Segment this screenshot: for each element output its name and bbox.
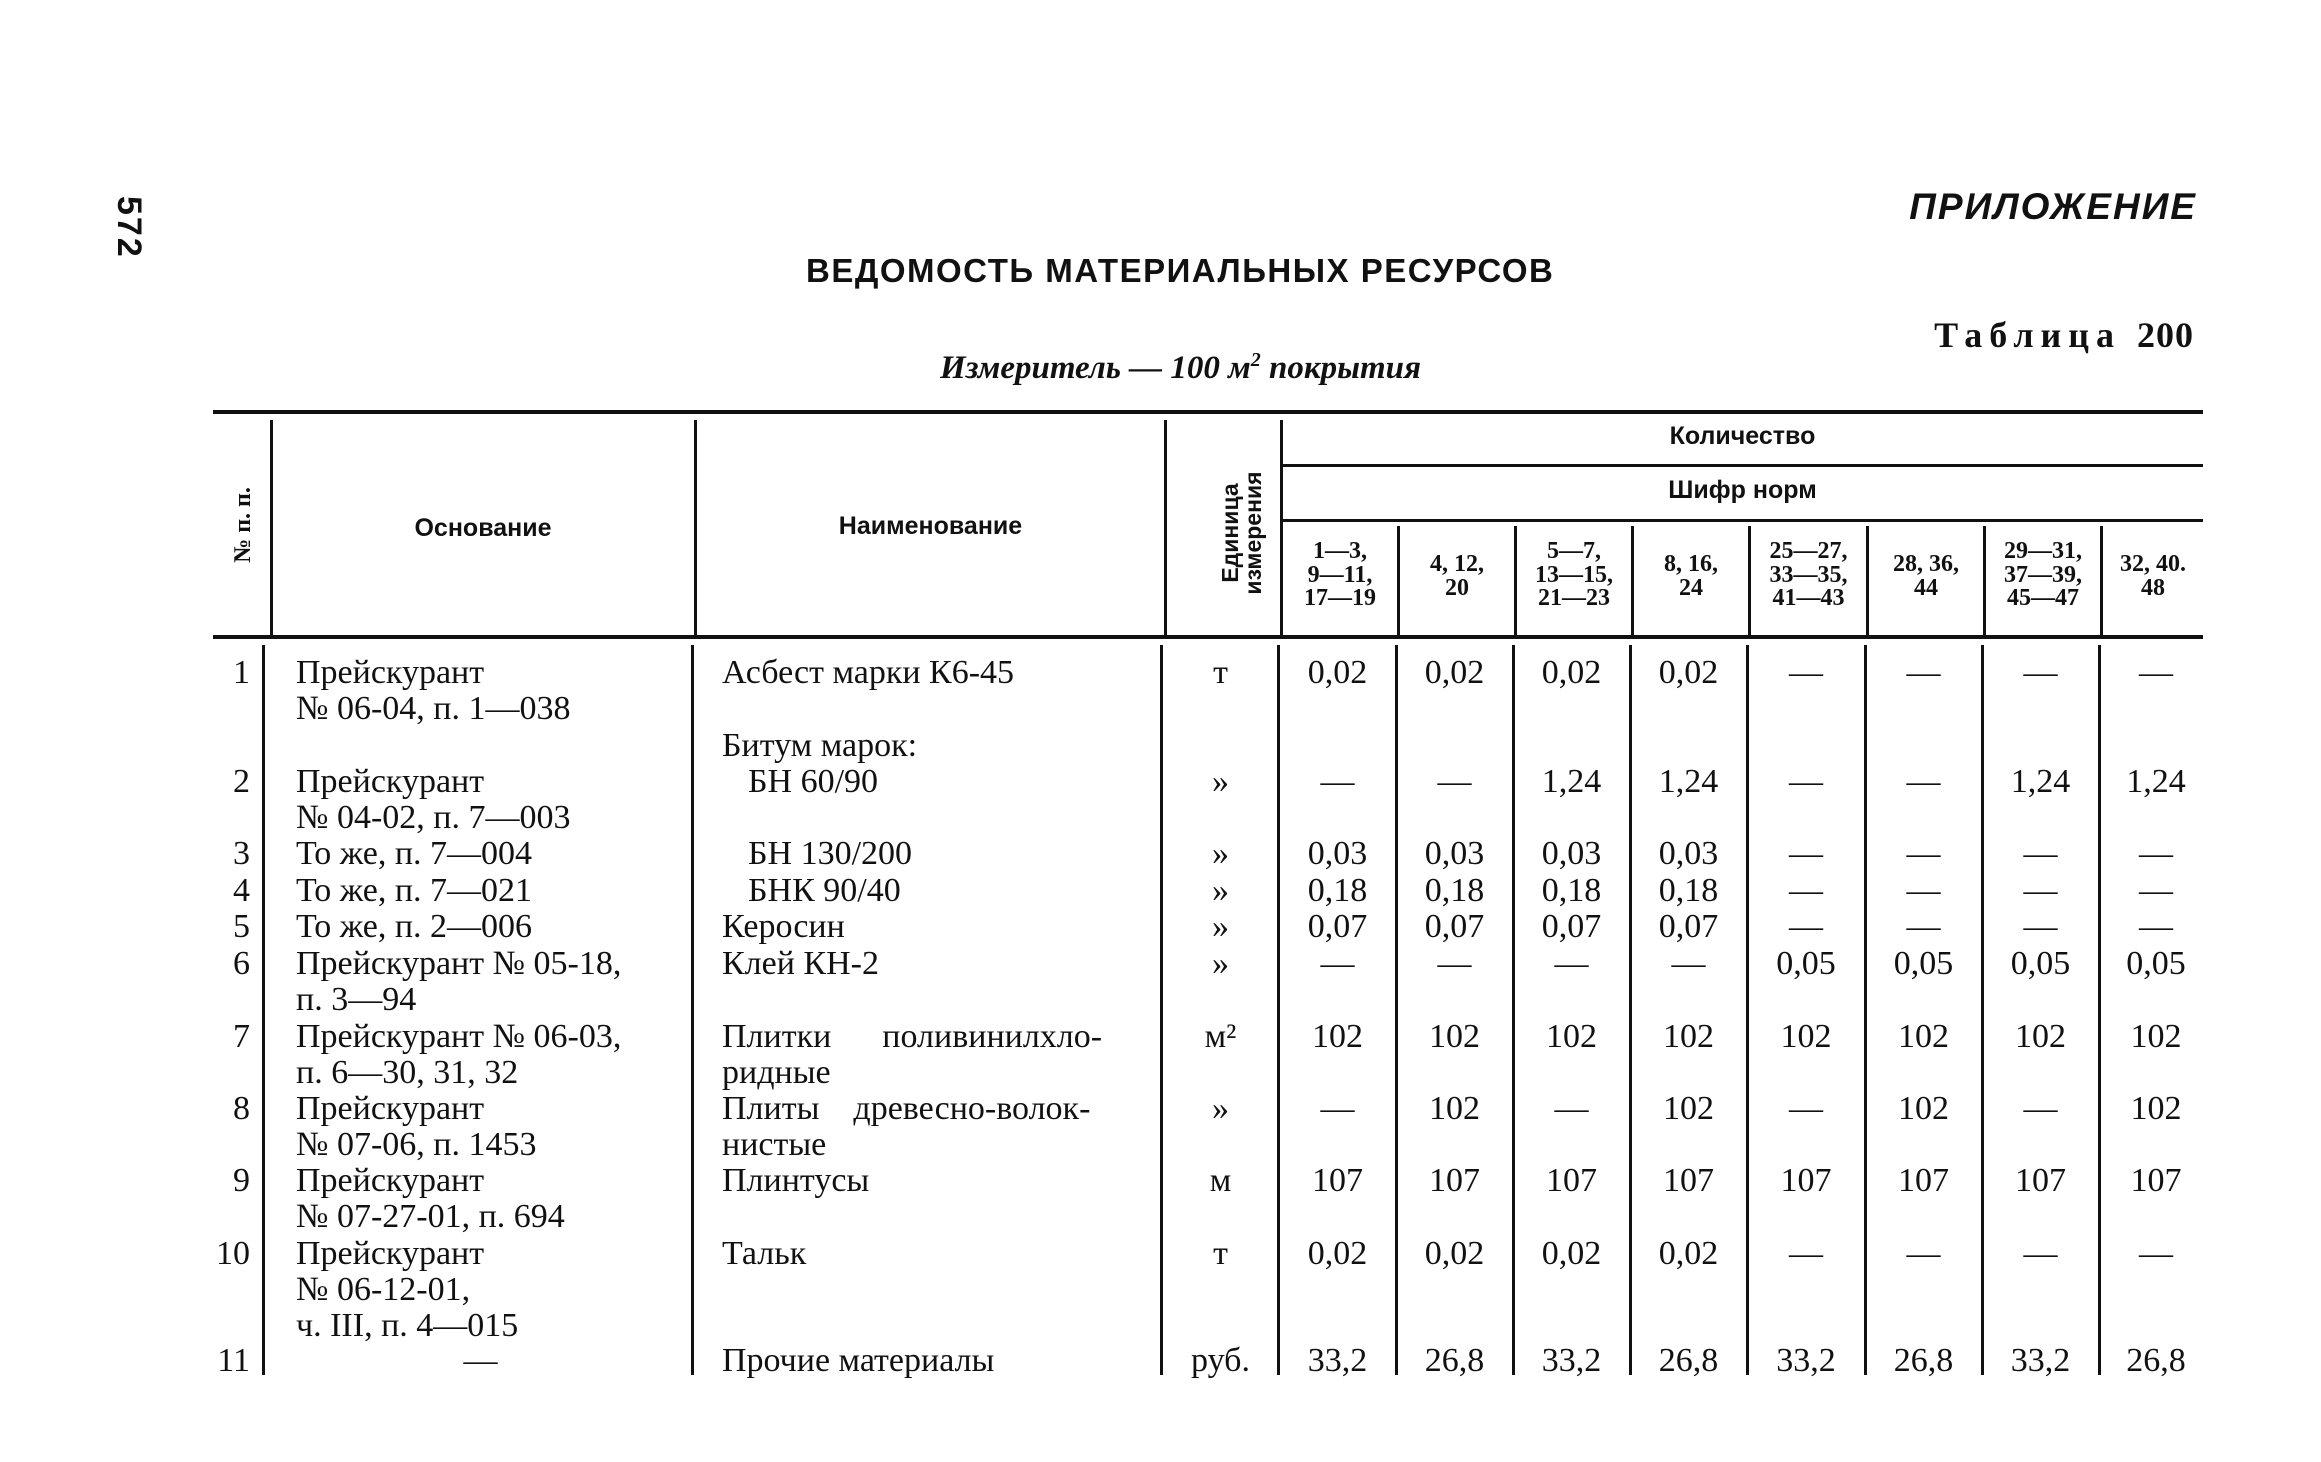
value-cell: — xyxy=(1906,872,1941,909)
header-codes: Шифр норм xyxy=(1668,476,1817,504)
name-line: Клей КН-2 xyxy=(722,945,879,982)
value-cell: — xyxy=(1789,872,1823,909)
value-cell: 33,2 xyxy=(1776,1342,1836,1379)
value-cell: — xyxy=(1320,763,1355,800)
value-cell: — xyxy=(1906,1235,1941,1272)
unit-cell: » xyxy=(1212,763,1229,800)
header-no: № п. п. xyxy=(230,487,256,563)
value-cell: — xyxy=(2139,654,2173,691)
body-divider-basis xyxy=(691,645,694,1375)
code-col-2 xyxy=(1400,553,1514,600)
value-cell: 107 xyxy=(1898,1162,1949,1199)
value-cell: — xyxy=(1789,908,1823,945)
code-col-2-l1: 4, 12, xyxy=(1430,551,1484,577)
code-col-5-l1: 25—27, xyxy=(1769,538,1848,564)
value-cell: 0,18 xyxy=(1424,872,1485,909)
value-cell: — xyxy=(2139,908,2173,945)
basis-line: То же, п. 7—004 xyxy=(296,835,533,872)
measure-caption xyxy=(940,349,1421,387)
value-cell: 26,8 xyxy=(1658,1342,1719,1379)
value-cell: 0,03 xyxy=(1424,835,1485,872)
value-cell: 0,02 xyxy=(1541,654,1602,691)
unit-cell: руб. xyxy=(1191,1342,1250,1379)
value-cell: 0,02 xyxy=(1307,654,1368,691)
name-line: нистые xyxy=(722,1126,827,1163)
basis-line: Прейскурант xyxy=(296,763,485,800)
value-cell: 0,02 xyxy=(1658,1235,1719,1272)
value-cell: — xyxy=(2139,872,2173,909)
basis-line: Прейскурант xyxy=(296,1235,485,1272)
value-cell: 102 xyxy=(2130,1090,2182,1127)
value-cell: 0,07 xyxy=(1307,908,1368,945)
value-cell: — xyxy=(1789,1090,1823,1127)
unit-cell: т xyxy=(1213,654,1228,691)
header-bottom-rule xyxy=(213,635,2203,639)
code-col-8-l2: 48 xyxy=(2141,574,2165,601)
value-cell: — xyxy=(2023,872,2058,909)
basis-line: № 07-27-01, п. 694 xyxy=(296,1198,565,1235)
row-number: 1 xyxy=(233,654,250,691)
value-cell: 0,02 xyxy=(1541,1235,1602,1272)
header-unit-line2: измерения xyxy=(1240,471,1266,595)
basis-line: Прейскурант № 05-18, xyxy=(296,945,622,982)
unit-cell: » xyxy=(1212,908,1229,945)
value-cell: 107 xyxy=(1663,1162,1714,1199)
quantity-rule xyxy=(1282,464,2203,467)
name-line: БНК 90/40 xyxy=(748,872,901,909)
code-col-3 xyxy=(1517,540,1631,611)
row-number: 3 xyxy=(233,835,250,872)
value-cell: — xyxy=(1554,1090,1589,1127)
value-cell: 0,18 xyxy=(1541,872,1602,909)
value-cell: — xyxy=(2023,908,2058,945)
measure-text: Измеритель — 100 м xyxy=(940,350,1251,386)
value-cell: 107 xyxy=(1546,1162,1597,1199)
code-col-4-l2: 24 xyxy=(1679,574,1703,601)
codes-rule xyxy=(1282,519,2203,522)
value-cell: — xyxy=(2139,835,2173,872)
name-line: Плиты древесно-волок- xyxy=(722,1090,1091,1127)
code-col-1 xyxy=(1283,540,1397,611)
code-col-4-l1: 8, 16, xyxy=(1664,551,1718,577)
col-divider-name xyxy=(1164,420,1167,635)
measure-superscript: 2 xyxy=(1250,349,1261,371)
value-cell: — xyxy=(1789,763,1823,800)
unit-cell: м² xyxy=(1204,1018,1237,1055)
row-number: 4 xyxy=(233,872,250,909)
unit-cell: м xyxy=(1209,1162,1232,1199)
value-cell: 1,24 xyxy=(2126,763,2186,800)
basis-line: То же, п. 7—021 xyxy=(296,872,533,909)
value-cell: — xyxy=(1906,835,1941,872)
value-cell: — xyxy=(1789,1235,1823,1272)
basis-line: № 07-06, п. 1453 xyxy=(296,1126,537,1163)
value-cell: 1,24 xyxy=(1541,763,1602,800)
unit-cell: » xyxy=(1212,835,1229,872)
name-line: БН 60/90 xyxy=(748,763,879,800)
code-col-6-l2: 44 xyxy=(1914,574,1938,601)
value-cell: 102 xyxy=(1780,1018,1832,1055)
code-col-5-l3: 41—43 xyxy=(1772,585,1845,612)
value-cell: 102 xyxy=(1663,1018,1714,1055)
code-col-8-l1: 32, 40. xyxy=(2120,551,2186,577)
row-number: 6 xyxy=(233,945,250,982)
basis-line: п. 3—94 xyxy=(296,981,417,1018)
appendix-heading: ПРИЛОЖЕНИЕ xyxy=(1909,186,2197,227)
value-cell: 107 xyxy=(2015,1162,2066,1199)
code-col-8 xyxy=(2103,553,2203,600)
value-cell: 0,07 xyxy=(1424,908,1485,945)
value-cell: 33,2 xyxy=(1541,1342,1602,1379)
row-number: 2 xyxy=(233,763,250,800)
value-cell: — xyxy=(2023,835,2058,872)
value-cell: 0,18 xyxy=(1658,872,1719,909)
basis-line: № 04-02, п. 7—003 xyxy=(296,799,571,836)
row-number: 8 xyxy=(233,1090,250,1127)
basis-line: Прейскурант xyxy=(296,654,485,691)
row-number: 7 xyxy=(233,1018,250,1055)
value-cell: — xyxy=(1789,835,1823,872)
value-cell: 26,8 xyxy=(2126,1342,2186,1379)
code-col-6-l1: 28, 36, xyxy=(1893,551,1959,577)
basis-line: № 06-04, п. 1—038 xyxy=(296,690,571,727)
value-cell: — xyxy=(2023,654,2058,691)
header-basis: Основание xyxy=(414,514,552,542)
value-cell: 107 xyxy=(1312,1162,1363,1199)
value-cell: — xyxy=(1554,945,1589,982)
value-cell: 1,24 xyxy=(2010,763,2071,800)
table-top-rule xyxy=(213,410,2203,414)
value-cell: — xyxy=(2139,1235,2173,1272)
value-cell: 33,2 xyxy=(2010,1342,2071,1379)
value-cell: 0,05 xyxy=(2010,945,2071,982)
value-cell: 102 xyxy=(2015,1018,2066,1055)
value-cell: — xyxy=(1320,945,1355,982)
code-col-3-l3: 21—23 xyxy=(1538,585,1610,612)
value-cell: 26,8 xyxy=(1893,1342,1954,1379)
value-cell: 102 xyxy=(1546,1018,1597,1055)
body-divider-no xyxy=(262,645,265,1375)
table-number: 200 xyxy=(2137,315,2194,355)
basis-line: — xyxy=(463,1342,498,1379)
value-cell: — xyxy=(2023,1090,2058,1127)
value-cell: 0,05 xyxy=(1893,945,1954,982)
basis-line: Прейскурант № 06-03, xyxy=(296,1018,622,1055)
code-col-7-l2: 37—39, xyxy=(2004,561,2082,588)
unit-cell: » xyxy=(1212,872,1229,909)
value-cell: — xyxy=(1789,654,1823,691)
basis-line: То же, п. 2—006 xyxy=(296,908,533,945)
value-cell: 1,24 xyxy=(1658,763,1719,800)
name-line: Плинтусы xyxy=(722,1162,870,1199)
name-line: Плитки поливинилхло- xyxy=(722,1018,1103,1055)
value-cell: 0,03 xyxy=(1307,835,1368,872)
value-cell: — xyxy=(1906,654,1941,691)
value-cell: — xyxy=(1906,763,1941,800)
header-unit xyxy=(1219,448,1265,618)
value-cell: 26,8 xyxy=(1424,1342,1485,1379)
name-line: Прочие материалы xyxy=(722,1342,995,1379)
code-col-5-l2: 33—35, xyxy=(1769,561,1848,588)
name-line: Асбест марки К6-45 xyxy=(722,654,1015,691)
name-line: Битум марок: xyxy=(722,727,918,764)
value-cell: 33,2 xyxy=(1307,1342,1368,1379)
code-col-1-l3: 17—19 xyxy=(1304,585,1376,612)
value-cell: 0,02 xyxy=(1307,1235,1368,1272)
value-cell: 0,02 xyxy=(1424,1235,1485,1272)
value-cell: 0,02 xyxy=(1424,654,1485,691)
row-number: 11 xyxy=(217,1342,250,1379)
code-col-1-l1: 1—3, xyxy=(1313,538,1367,564)
measure-tail: покрытия xyxy=(1260,350,1422,386)
value-cell: 102 xyxy=(1898,1018,1949,1055)
value-cell: — xyxy=(1906,908,1941,945)
header-unit-line1: Единица xyxy=(1217,483,1243,583)
basis-line: Прейскурант xyxy=(296,1090,485,1127)
name-line: ридные xyxy=(722,1054,831,1091)
unit-cell: » xyxy=(1212,945,1229,982)
code-col-7-l3: 45—47 xyxy=(2007,585,2079,612)
value-cell: 102 xyxy=(1312,1018,1363,1055)
unit-cell: т xyxy=(1213,1235,1228,1272)
value-cell: 107 xyxy=(2130,1162,2182,1199)
value-cell: — xyxy=(1320,1090,1355,1127)
value-cell: 0,05 xyxy=(1776,945,1836,982)
header-quantity: Количество xyxy=(1669,422,1816,450)
name-line: Керосин xyxy=(722,908,845,945)
code-col-7 xyxy=(1986,540,2100,611)
page-title: ВЕДОМОСТЬ МАТЕРИАЛЬНЫХ РЕСУРСОВ xyxy=(806,252,1555,289)
value-cell: 102 xyxy=(1429,1090,1480,1127)
value-cell: — xyxy=(1437,763,1472,800)
value-cell: 0,03 xyxy=(1541,835,1602,872)
value-cell: 102 xyxy=(2130,1018,2182,1055)
value-cell: — xyxy=(1671,945,1706,982)
basis-line: Прейскурант xyxy=(296,1162,485,1199)
row-number: 5 xyxy=(233,908,250,945)
value-cell: 0,07 xyxy=(1541,908,1602,945)
header-name: Наименование xyxy=(838,512,1023,540)
value-cell: 0,03 xyxy=(1658,835,1719,872)
value-cell: 102 xyxy=(1898,1090,1949,1127)
value-cell: 107 xyxy=(1429,1162,1480,1199)
value-cell: 0,18 xyxy=(1307,872,1368,909)
value-cell: — xyxy=(1437,945,1472,982)
code-col-5 xyxy=(1751,540,1866,611)
page-number: 572 xyxy=(110,196,148,259)
code-col-3-l1: 5—7, xyxy=(1547,538,1601,564)
basis-line: п. 6—30, 31, 32 xyxy=(296,1054,519,1091)
code-col-2-l2: 20 xyxy=(1445,574,1469,601)
name-line: БН 130/200 xyxy=(748,835,913,872)
code-col-3-l2: 13—15, xyxy=(1535,561,1613,588)
value-cell: 0,02 xyxy=(1658,654,1719,691)
value-cell: 102 xyxy=(1663,1090,1714,1127)
basis-line: № 06-12-01, xyxy=(296,1271,471,1308)
value-cell: 107 xyxy=(1780,1162,1832,1199)
value-cell: 0,07 xyxy=(1658,908,1719,945)
body-divider-name xyxy=(1160,645,1163,1375)
name-line: Тальк xyxy=(722,1235,807,1272)
table-label xyxy=(1934,314,2194,356)
row-number: 9 xyxy=(233,1162,250,1199)
table-label-word: Таблица xyxy=(1934,315,2121,355)
value-cell: 0,05 xyxy=(2126,945,2186,982)
code-col-4 xyxy=(1634,553,1748,600)
value-cell: — xyxy=(2023,1235,2058,1272)
basis-line: ч. III, п. 4—015 xyxy=(296,1307,519,1344)
unit-cell: » xyxy=(1212,1090,1229,1127)
code-col-6 xyxy=(1869,553,1983,600)
value-cell: 102 xyxy=(1429,1018,1480,1055)
row-number: 10 xyxy=(216,1235,250,1272)
code-col-7-l1: 29—31, xyxy=(2004,538,2082,564)
code-col-1-l2: 9—11, xyxy=(1307,561,1373,588)
